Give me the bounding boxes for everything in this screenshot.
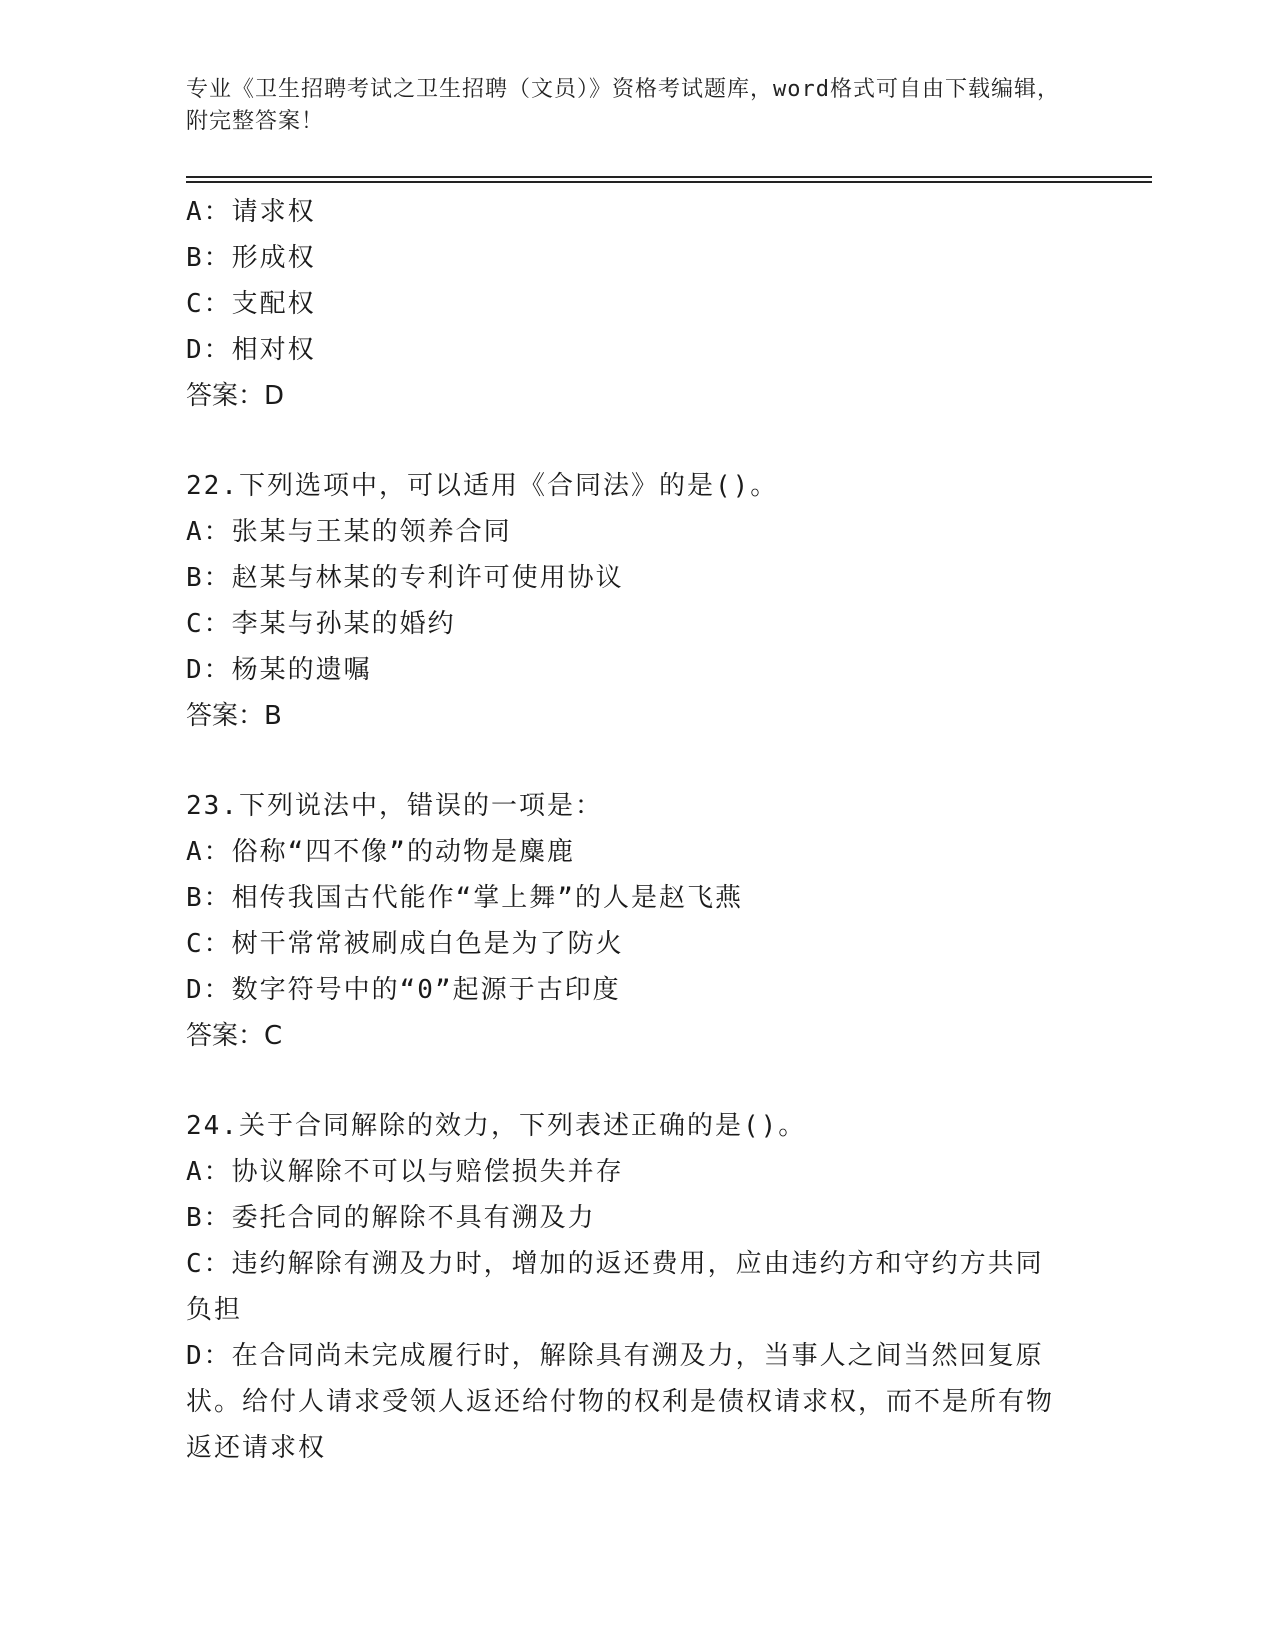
question-24-block: [186, 1103, 1086, 1471]
option-a: A：俗称“四不像”的动物是麋鹿: [186, 837, 575, 867]
option-d: D：在合同尚未完成履行时，解除具有溯及力，当事人之间当然回复原状。给付人请求受领人返还给付物的权利是债权请求权，而不是所有物返还请求权: [186, 1341, 1055, 1463]
option-d: D：数字符号中的“0”起源于古印度: [186, 975, 621, 1005]
option-c: C：支配权: [186, 289, 316, 319]
option-c: C：树干常常被刷成白色是为了防火: [186, 929, 624, 959]
option-b: B：形成权: [186, 243, 316, 273]
option-c: C：李某与孙某的婚约: [186, 609, 456, 639]
answer-label: 答案：D: [186, 381, 285, 411]
question-content: [186, 189, 1086, 1471]
header-divider-top: [186, 176, 1152, 178]
header-divider-bottom: [186, 181, 1152, 183]
option-d: D：相对权: [186, 335, 316, 365]
option-a: A：张某与王某的领养合同: [186, 517, 512, 547]
question-title: 22.下列选项中，可以适用《合同法》的是()。: [186, 471, 779, 501]
option-b: B：委托合同的解除不具有溯及力: [186, 1203, 596, 1233]
answer-label: 答案：B: [186, 701, 282, 731]
option-b: B：赵某与林某的专利许可使用协议: [186, 563, 624, 593]
prev-question-block: [186, 189, 1086, 419]
option-a: A：协议解除不可以与赔偿损失并存: [186, 1157, 624, 1187]
option-c: C：违约解除有溯及力时，增加的返还费用，应由违约方和守约方共同负担: [186, 1249, 1044, 1325]
answer-label: 答案：C: [186, 1021, 283, 1051]
option-d: D：杨某的遗嘱: [186, 655, 372, 685]
question-title: 24.关于合同解除的效力，下列表述正确的是()。: [186, 1111, 807, 1141]
question-23-block: [186, 783, 1086, 1059]
question-title: 23.下列说法中，错误的一项是：: [186, 791, 603, 821]
option-b: B：相传我国古代能作“掌上舞”的人是赵飞燕: [186, 883, 743, 913]
option-a: A：请求权: [186, 197, 316, 227]
question-22-block: [186, 463, 1086, 739]
document-header: 专业《卫生招聘考试之卫生招聘（文员）》资格考试题库，word格式可自由下载编辑，附完整答案！: [186, 77, 1060, 134]
